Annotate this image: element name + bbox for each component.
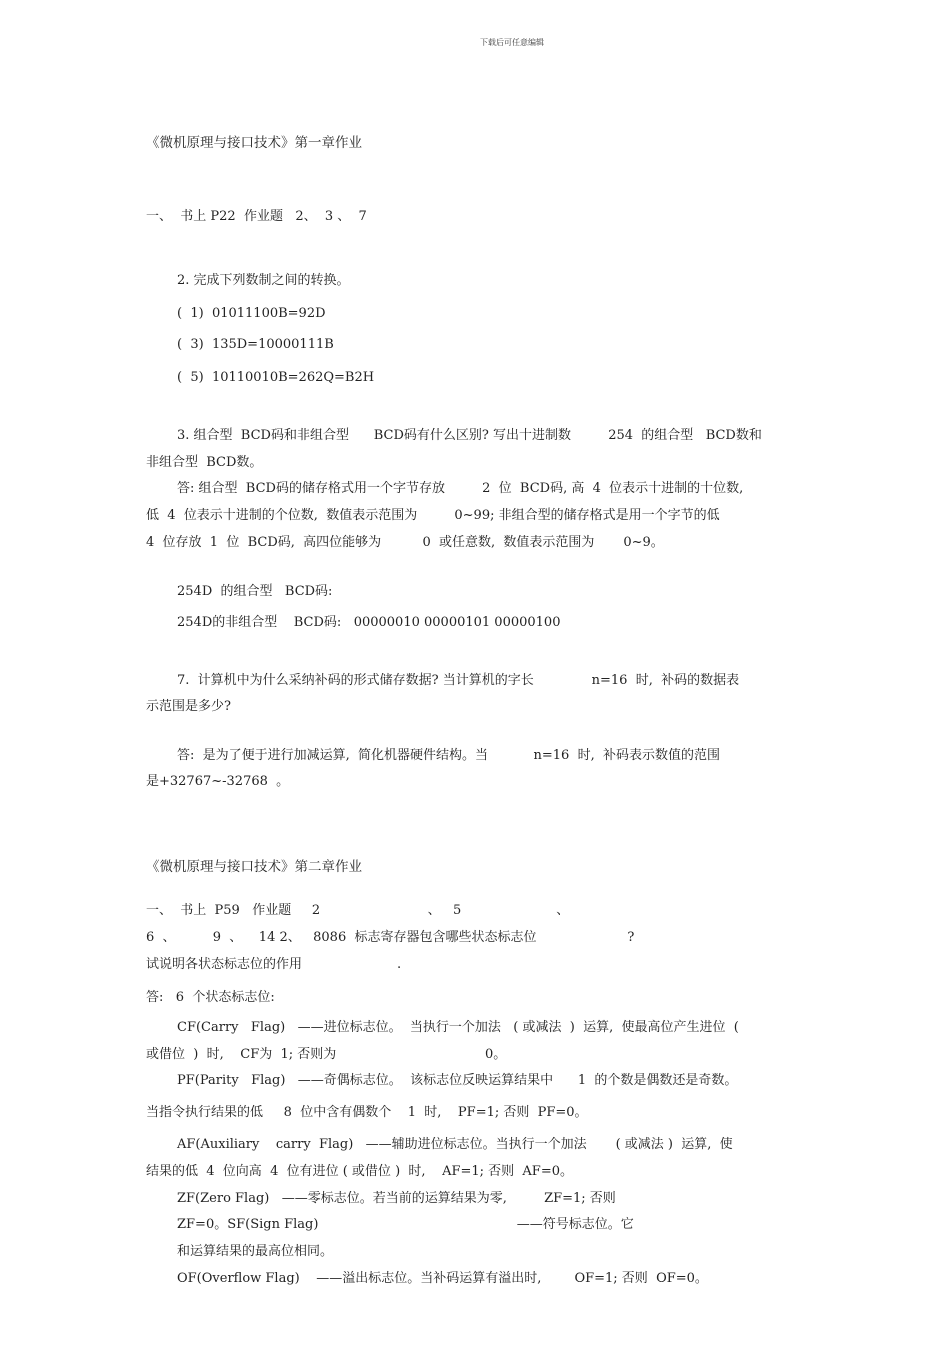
chapter1-assignment: 一、 书上 P22 作业题 2、 3 、 7 <box>146 209 367 224</box>
q7-answer: 答: 是为了便于进行加减运算, 简化机器硬件结构。当 n=16 时, 补码表示数值的范围 <box>177 748 720 763</box>
q2-item: ( 3) 135D=10000111B <box>177 337 334 352</box>
chapter2-assignment-cont: 试说明各状态标志位的作用 . <box>146 957 402 972</box>
q7-question-cont: 示范围是多少? <box>146 699 231 714</box>
q2-item: ( 5) 10110010B=262Q=B2H <box>177 370 375 385</box>
page-header: 下载后可任意编辑 <box>480 38 544 47</box>
of-flag-text: OF(Overflow Flag) ——溢出标志位。当补码运算有溢出时, OF=1; 否则 OF=0。 <box>177 1271 708 1286</box>
chapter2-title: 《微机原理与接口技术》第二章作业 <box>146 859 362 875</box>
af-flag-text-cont: 结果的低 4 位向高 4 位有进位 ( 或借位 ) 时, AF=1; 否则 AF=0。 <box>146 1164 573 1179</box>
q7-question: 7. 计算机中为什么采纳补码的形式储存数据? 当计算机的字长 n=16 时, 补码的数据表 <box>177 673 740 688</box>
sf-flag-text: ZF=0。SF(Sign Flag) ——符号标志位。它 <box>177 1217 634 1232</box>
q3-answer: 答: 组合型 BCD码的储存格式用一个字节存放 2 位 BCD码, 高 4 位表示十进制的十位数, <box>177 481 744 496</box>
q2-title: 2. 完成下列数制之间的转换。 <box>177 273 350 288</box>
q3-packed-bcd: 254D 的组合型 BCD码: <box>177 584 333 599</box>
pf-flag-text-cont: 当指令执行结果的低 8 位中含有偶数个 1 时, PF=1; 否则 PF=0。 <box>146 1105 588 1120</box>
cf-flag-text: CF(Carry Flag) ——进位标志位。 当执行一个加法 ( 或减法 ) 运算, 使最高位产生进位 ( <box>177 1020 739 1035</box>
chapter2-assignment: 一、 书上 P59 作业题 2 、 5 、 <box>146 903 570 918</box>
q3-answer-cont: 低 4 位表示十进制的个位数, 数值表示范围为 0~99; 非组合型的储存格式是用一个字节的低 <box>146 508 720 523</box>
q3-question: 3. 组合型 BCD码和非组合型 BCD码有什么区别? 写出十进制数 254 的组合型 BCD数和 <box>177 428 762 443</box>
zf-flag-text: ZF(Zero Flag) ——零标志位。若当前的运算结果为零, ZF=1; 否则 <box>177 1191 616 1206</box>
chapter2-assignment-cont: 6 、 9 、 14 2、 8086 标志寄存器包含哪些状态标志位 ? <box>146 930 635 945</box>
pf-flag-text: PF(Parity Flag) ——奇偶标志位。 该标志位反映运算结果中 1 的个数是偶数还是奇数。 <box>177 1073 738 1088</box>
af-flag-text: AF(Auxiliary carry Flag) ——辅助进位标志位。当执行一个加法 ( 或减法 ) 运算, 使 <box>177 1137 733 1152</box>
chapter2-answer-intro: 答: 6 个状态标志位: <box>146 990 275 1005</box>
cf-flag-text-cont: 或借位 ) 时, CF为 1; 否则为 0。 <box>146 1047 507 1062</box>
q3-unpacked-bcd: 254D的非组合型 BCD码: 00000010 00000101 00000100 <box>177 615 561 630</box>
q3-answer-cont: 4 位存放 1 位 BCD码, 高四位能够为 0 或任意数, 数值表示范围为 0~9。 <box>146 535 664 550</box>
q2-item: ( 1) 01011100B=92D <box>177 306 326 321</box>
chapter1-title: 《微机原理与接口技术》第一章作业 <box>146 135 362 151</box>
q7-answer-cont: 是+32767~-32768 。 <box>146 774 290 789</box>
sf-flag-text-cont: 和运算结果的最高位相同。 <box>177 1244 334 1259</box>
q3-question-cont: 非组合型 BCD数。 <box>146 455 263 470</box>
